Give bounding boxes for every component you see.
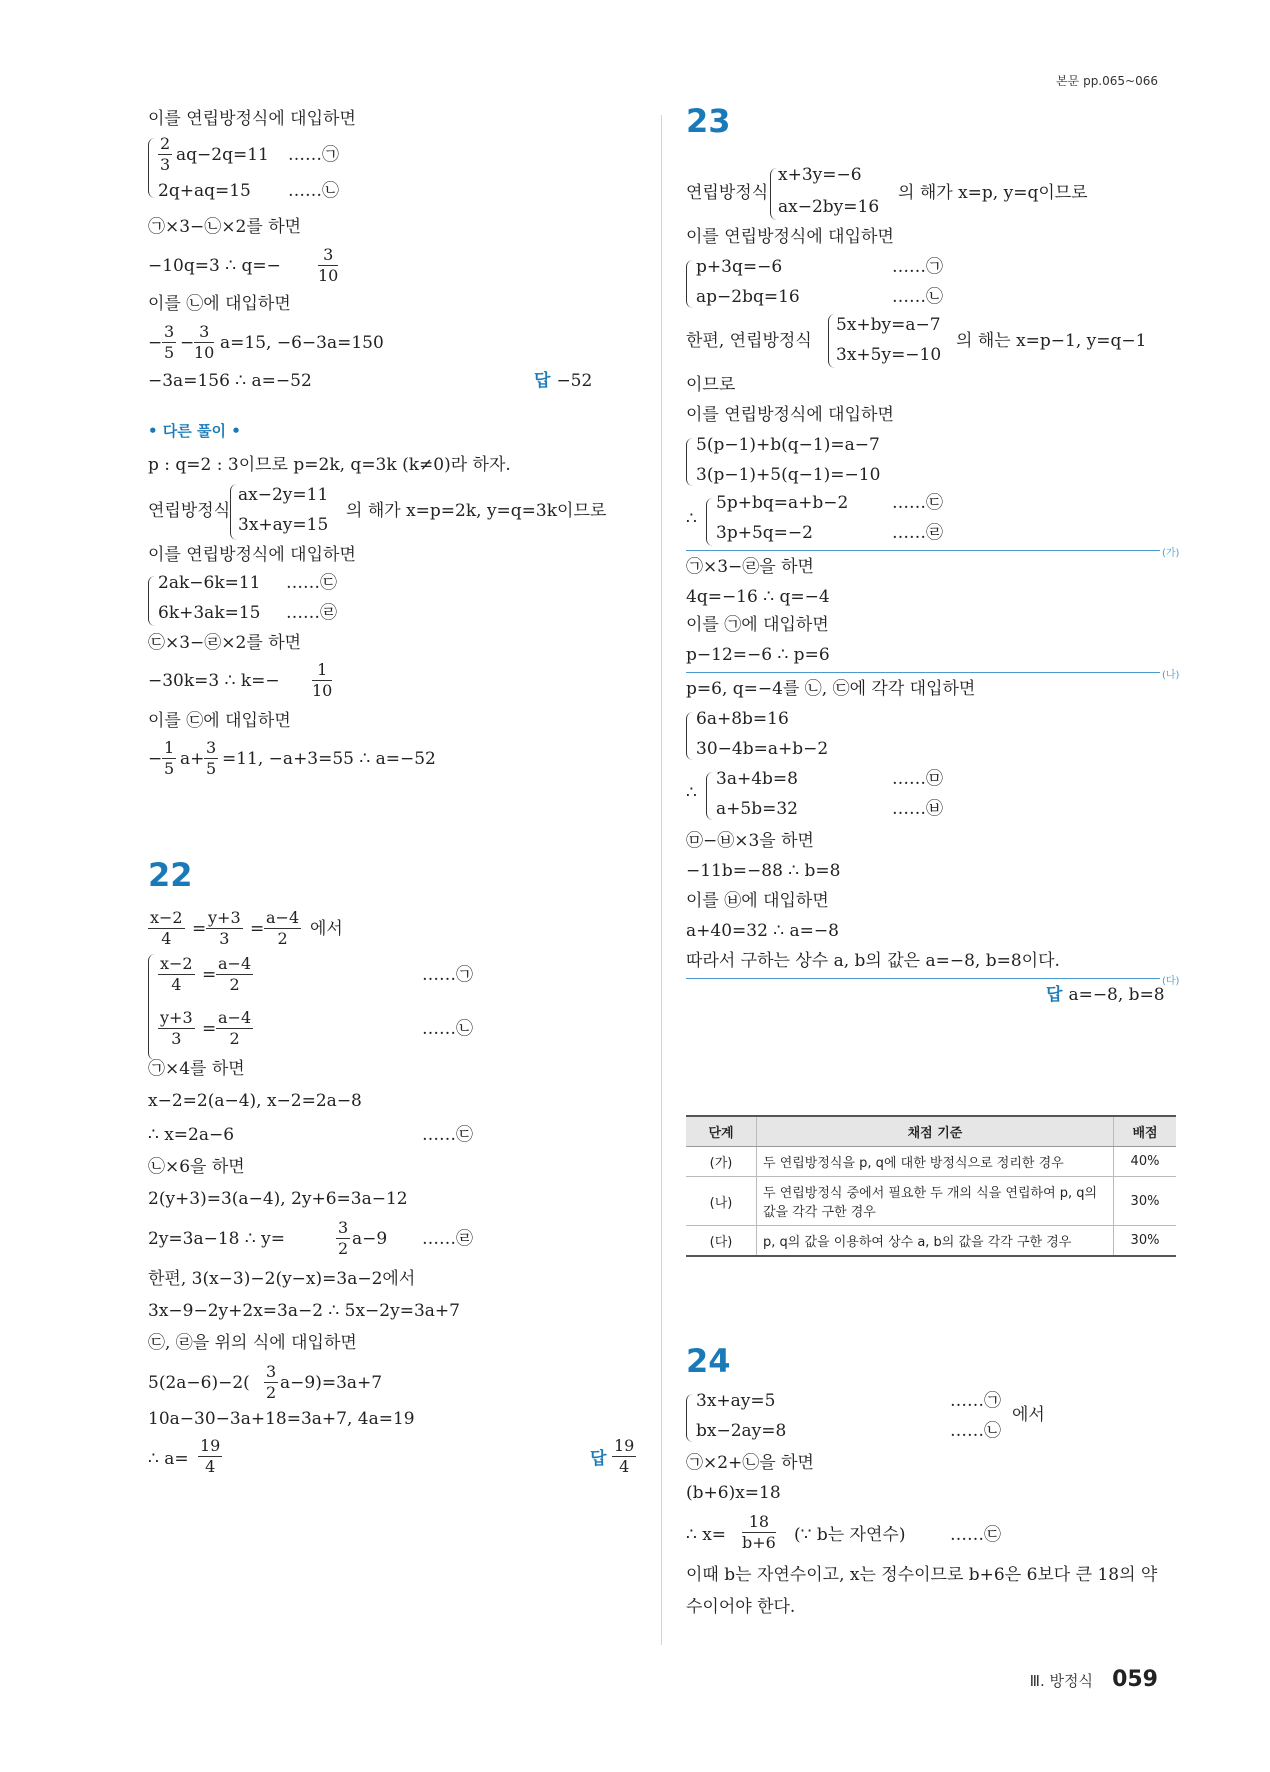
column-header: 배점 bbox=[1114, 1116, 1177, 1147]
marker: ……㉢ bbox=[286, 573, 337, 593]
text-line: 이때 b는 자연수이고, x는 정수이므로 b+6은 6보다 큰 18의 약 bbox=[686, 1565, 1158, 1585]
marker: ……㉡ bbox=[950, 1421, 1001, 1441]
equation: x+3y=−6 bbox=[778, 165, 862, 185]
marker: ……㉥ bbox=[892, 799, 943, 819]
text-line: 이를 연립방정식에 대입하면 bbox=[148, 545, 356, 565]
problem-number: 23 bbox=[686, 102, 731, 140]
equation: a−9 bbox=[352, 1229, 388, 1249]
equation: 4q=−16 ∴ q=−4 bbox=[686, 587, 830, 607]
step-line bbox=[686, 672, 1160, 673]
answer: 답 a=−8, b=8 bbox=[1046, 985, 1165, 1005]
equation: 3x+ay=15 bbox=[238, 515, 329, 535]
equation: x−2=2(a−4), x−2=2a−8 bbox=[148, 1091, 362, 1111]
page-footer bbox=[1030, 1667, 1158, 1692]
brace bbox=[148, 954, 155, 1060]
chapter-label: Ⅲ. 방정식 bbox=[1029, 1672, 1093, 1690]
marker: ……㉣ bbox=[422, 1229, 473, 1249]
column-header: 채점 기준 bbox=[757, 1116, 1114, 1147]
problem-number: 24 bbox=[686, 1342, 731, 1380]
equation: ax−2y=11 bbox=[238, 485, 329, 505]
equation: bx−2ay=8 bbox=[696, 1421, 787, 1441]
text-line: 의 해는 x=p−1, y=q−1 bbox=[956, 331, 1147, 351]
equation: 30−4b=a+b−2 bbox=[696, 739, 829, 759]
equation: −10q=3 ∴ q=− bbox=[148, 256, 281, 276]
equation: ap−2bq=16 bbox=[696, 287, 800, 307]
fraction: 3 10 bbox=[318, 245, 339, 285]
equation: p−12=−6 ∴ p=6 bbox=[686, 645, 830, 665]
equation: ax−2by=16 bbox=[778, 197, 880, 217]
marker: ……㉢ bbox=[422, 1125, 473, 1145]
brace bbox=[148, 576, 155, 626]
brace bbox=[230, 484, 237, 540]
equation: 3a+4b=8 bbox=[716, 769, 798, 789]
equation: 5(2a−6)−2( bbox=[148, 1373, 250, 1393]
fraction: y+3 3 bbox=[160, 1008, 193, 1048]
equation: 2q+aq=15 bbox=[158, 181, 251, 201]
text-line: 연립방정식 bbox=[148, 501, 231, 521]
fraction: 19 4 bbox=[200, 1436, 221, 1476]
step-line bbox=[686, 978, 1160, 979]
criteria-cell: p, q의 값을 이용하여 상수 a, b의 값을 각각 구한 경우 bbox=[757, 1226, 1114, 1257]
equals: = bbox=[192, 919, 207, 939]
equation: 3x+5y=−10 bbox=[836, 345, 942, 365]
equation: p+3q=−6 bbox=[696, 257, 783, 277]
table-header-row bbox=[686, 1116, 1176, 1147]
text-line: p : q=2 : 3이므로 p=2k, q=3k (k≠0)라 하자. bbox=[148, 455, 511, 475]
brace bbox=[706, 498, 713, 546]
text-line: 이를 ㉥에 대입하면 bbox=[686, 891, 829, 911]
equation: aq−2q=11 bbox=[176, 145, 269, 165]
equation: −11b=−88 ∴ b=8 bbox=[686, 861, 841, 881]
text-line: ㉠×4를 하면 bbox=[148, 1059, 245, 1079]
equation: 2(y+3)=3(a−4), 2y+6=3a−12 bbox=[148, 1189, 408, 1209]
marker: ……㉡ bbox=[892, 287, 943, 307]
step-line bbox=[686, 550, 1160, 551]
text-line: 이를 연립방정식에 대입하면 bbox=[686, 405, 894, 425]
problem-number: 22 bbox=[148, 856, 193, 894]
step-cell: (가) bbox=[686, 1147, 757, 1177]
table-row bbox=[686, 1177, 1176, 1226]
step-cell: (나) bbox=[686, 1177, 757, 1226]
points-cell: 30% bbox=[1114, 1226, 1177, 1257]
answer: 답 −52 bbox=[534, 371, 593, 391]
text-line: ㉢, ㉣을 위의 식에 대입하면 bbox=[148, 1333, 357, 1353]
points-cell: 30% bbox=[1114, 1177, 1177, 1226]
answer: 답 bbox=[590, 1449, 607, 1469]
text-line: 이를 ㉢에 대입하면 bbox=[148, 711, 291, 731]
table-row bbox=[686, 1147, 1176, 1177]
equation: 5x+by=a−7 bbox=[836, 315, 941, 335]
fraction: a−4 2 bbox=[218, 1008, 252, 1048]
fraction: 3 5 bbox=[164, 322, 175, 362]
marker: ……㉡ bbox=[288, 181, 339, 201]
fraction: 18 b+6 bbox=[742, 1512, 776, 1552]
equation: a+5b=32 bbox=[716, 799, 798, 819]
column-header: 단계 bbox=[686, 1116, 757, 1147]
brace bbox=[770, 168, 777, 220]
text-line: ㉡×6을 하면 bbox=[148, 1157, 245, 1177]
equals: = bbox=[202, 965, 217, 985]
marker: ……㉠ bbox=[422, 965, 473, 985]
equation: 5(p−1)+b(q−1)=a−7 bbox=[696, 435, 880, 455]
equation: − bbox=[180, 333, 195, 353]
brace bbox=[828, 314, 835, 368]
marker: ……㉠ bbox=[950, 1391, 1001, 1411]
marker: ……㉤ bbox=[892, 769, 943, 789]
marker: ……㉡ bbox=[422, 1019, 473, 1039]
criteria-cell: 두 연립방정식을 p, q에 대한 방정식으로 정리한 경우 bbox=[757, 1147, 1114, 1177]
text-line: 에서 bbox=[1012, 1405, 1045, 1425]
equation: ∴ bbox=[686, 783, 697, 803]
equation: ∴ x= bbox=[686, 1525, 727, 1545]
equation: ∴ a= bbox=[148, 1449, 189, 1469]
fraction: 1 5 bbox=[164, 738, 175, 778]
text-line: 한편, 3(x−3)−2(y−x)=3a−2에서 bbox=[148, 1269, 416, 1289]
brace bbox=[148, 138, 155, 198]
table-row bbox=[686, 1226, 1176, 1257]
text-line: ㉢×3−㉣×2를 하면 bbox=[148, 633, 302, 653]
brace bbox=[686, 438, 693, 486]
text-line: 수이어야 한다. bbox=[686, 1597, 796, 1617]
equation: =11, −a+3=55 ∴ a=−52 bbox=[222, 749, 436, 769]
text-line: 의 해가 x=p=2k, y=q=3k이므로 bbox=[346, 501, 607, 521]
marker: ……㉠ bbox=[288, 145, 339, 165]
equation: 3x+ay=5 bbox=[696, 1391, 776, 1411]
text-line: p=6, q=−4를 ㉡, ㉢에 각각 대입하면 bbox=[686, 679, 976, 699]
brace bbox=[686, 260, 693, 308]
text-line: 이를 ㉠에 대입하면 bbox=[686, 615, 829, 635]
marker: ……㉢ bbox=[950, 1525, 1001, 1545]
fraction: 3 2 bbox=[266, 1362, 277, 1402]
marker: ……㉣ bbox=[286, 603, 337, 623]
equation: (b+6)x=18 bbox=[686, 1483, 781, 1503]
fraction: 3 2 bbox=[338, 1218, 349, 1258]
equation: −30k=3 ∴ k=− bbox=[148, 671, 280, 691]
equation: 3(p−1)+5(q−1)=−10 bbox=[696, 465, 881, 485]
marker: ……㉣ bbox=[892, 523, 943, 543]
fraction: 1 10 bbox=[312, 660, 333, 700]
points-cell: 40% bbox=[1114, 1147, 1177, 1177]
column-divider bbox=[661, 115, 662, 1645]
equation: 2y=3a−18 ∴ y= bbox=[148, 1229, 285, 1249]
equation: 2ak−6k=11 bbox=[158, 573, 261, 593]
step-tag: (다) bbox=[1162, 976, 1180, 987]
step-tag: (나) bbox=[1162, 670, 1180, 681]
equation: ∴ bbox=[686, 509, 697, 529]
text-line: ㉠×2+㉡을 하면 bbox=[686, 1453, 814, 1473]
text-line: ㉠×3−㉡×2를 하면 bbox=[148, 217, 302, 237]
text-line: (∵ b는 자연수) bbox=[794, 1525, 906, 1545]
text-line: 에서 bbox=[310, 919, 343, 939]
equation: ∴ x=2a−6 bbox=[148, 1125, 235, 1145]
equals: = bbox=[250, 919, 265, 939]
equation: 3x−9−2y+2x=3a−2 ∴ 5x−2y=3a+7 bbox=[148, 1301, 460, 1321]
text-line: 연립방정식 bbox=[686, 183, 769, 203]
equation: − bbox=[148, 333, 163, 353]
equation: −3a=156 ∴ a=−52 bbox=[148, 371, 312, 391]
equation: 3p+5q=−2 bbox=[716, 523, 813, 543]
equation: a+ bbox=[180, 749, 205, 769]
answer-fraction: 19 4 bbox=[614, 1436, 635, 1476]
fraction: 3 10 bbox=[194, 322, 215, 362]
marker: ……㉠ bbox=[892, 257, 943, 277]
fraction: a−4 2 bbox=[266, 908, 300, 948]
step-cell: (다) bbox=[686, 1226, 757, 1257]
equation: 5p+bq=a+b−2 bbox=[716, 493, 849, 513]
text-line: 이를 연립방정식에 대입하면 bbox=[686, 227, 894, 247]
equation: 10a−30−3a+18=3a+7, 4a=19 bbox=[148, 1409, 415, 1429]
fraction: 2 3 bbox=[160, 134, 171, 174]
text-line: 이를 연립방정식에 대입하면 bbox=[148, 109, 356, 129]
brace bbox=[686, 1394, 693, 1442]
equation: a=15, −6−3a=150 bbox=[220, 333, 384, 353]
fraction: x−2 4 bbox=[160, 954, 193, 994]
page-reference: 본문 pp.065~066 bbox=[1056, 74, 1158, 88]
equals: = bbox=[202, 1019, 217, 1039]
text-line: 따라서 구하는 상수 a, b의 값은 a=−8, b=8이다. bbox=[686, 951, 1060, 971]
text-line: 한편, 연립방정식 bbox=[686, 331, 812, 351]
step-tag: (가) bbox=[1162, 548, 1180, 559]
criteria-cell: 두 연립방정식 중에서 필요한 두 개의 식을 연립하여 p, q의 값을 각각 구한 경우 bbox=[757, 1177, 1114, 1226]
fraction: a−4 2 bbox=[218, 954, 252, 994]
equation: − bbox=[148, 749, 163, 769]
alt-solution-heading: • 다른 풀이 • bbox=[148, 422, 241, 440]
text-line: 이므로 bbox=[686, 375, 736, 395]
brace bbox=[706, 772, 713, 820]
page-number: 059 bbox=[1112, 1667, 1158, 1692]
equation: 6a+8b=16 bbox=[696, 709, 789, 729]
text-line: ㉤−㉥×3을 하면 bbox=[686, 831, 814, 851]
text-line: ㉠×3−㉣을 하면 bbox=[686, 557, 814, 577]
fraction: x−2 4 bbox=[150, 908, 183, 948]
marker: ……㉢ bbox=[892, 493, 943, 513]
text-line: 의 해가 x=p, y=q이므로 bbox=[898, 183, 1088, 203]
grading-table bbox=[686, 1115, 1176, 1257]
equation: a−9)=3a+7 bbox=[280, 1373, 383, 1393]
equation: 6k+3ak=15 bbox=[158, 603, 261, 623]
equation: a+40=32 ∴ a=−8 bbox=[686, 921, 839, 941]
brace bbox=[686, 712, 693, 760]
text-line: 이를 ㉡에 대입하면 bbox=[148, 294, 291, 314]
fraction: y+3 3 bbox=[208, 908, 241, 948]
fraction: 3 5 bbox=[206, 738, 217, 778]
